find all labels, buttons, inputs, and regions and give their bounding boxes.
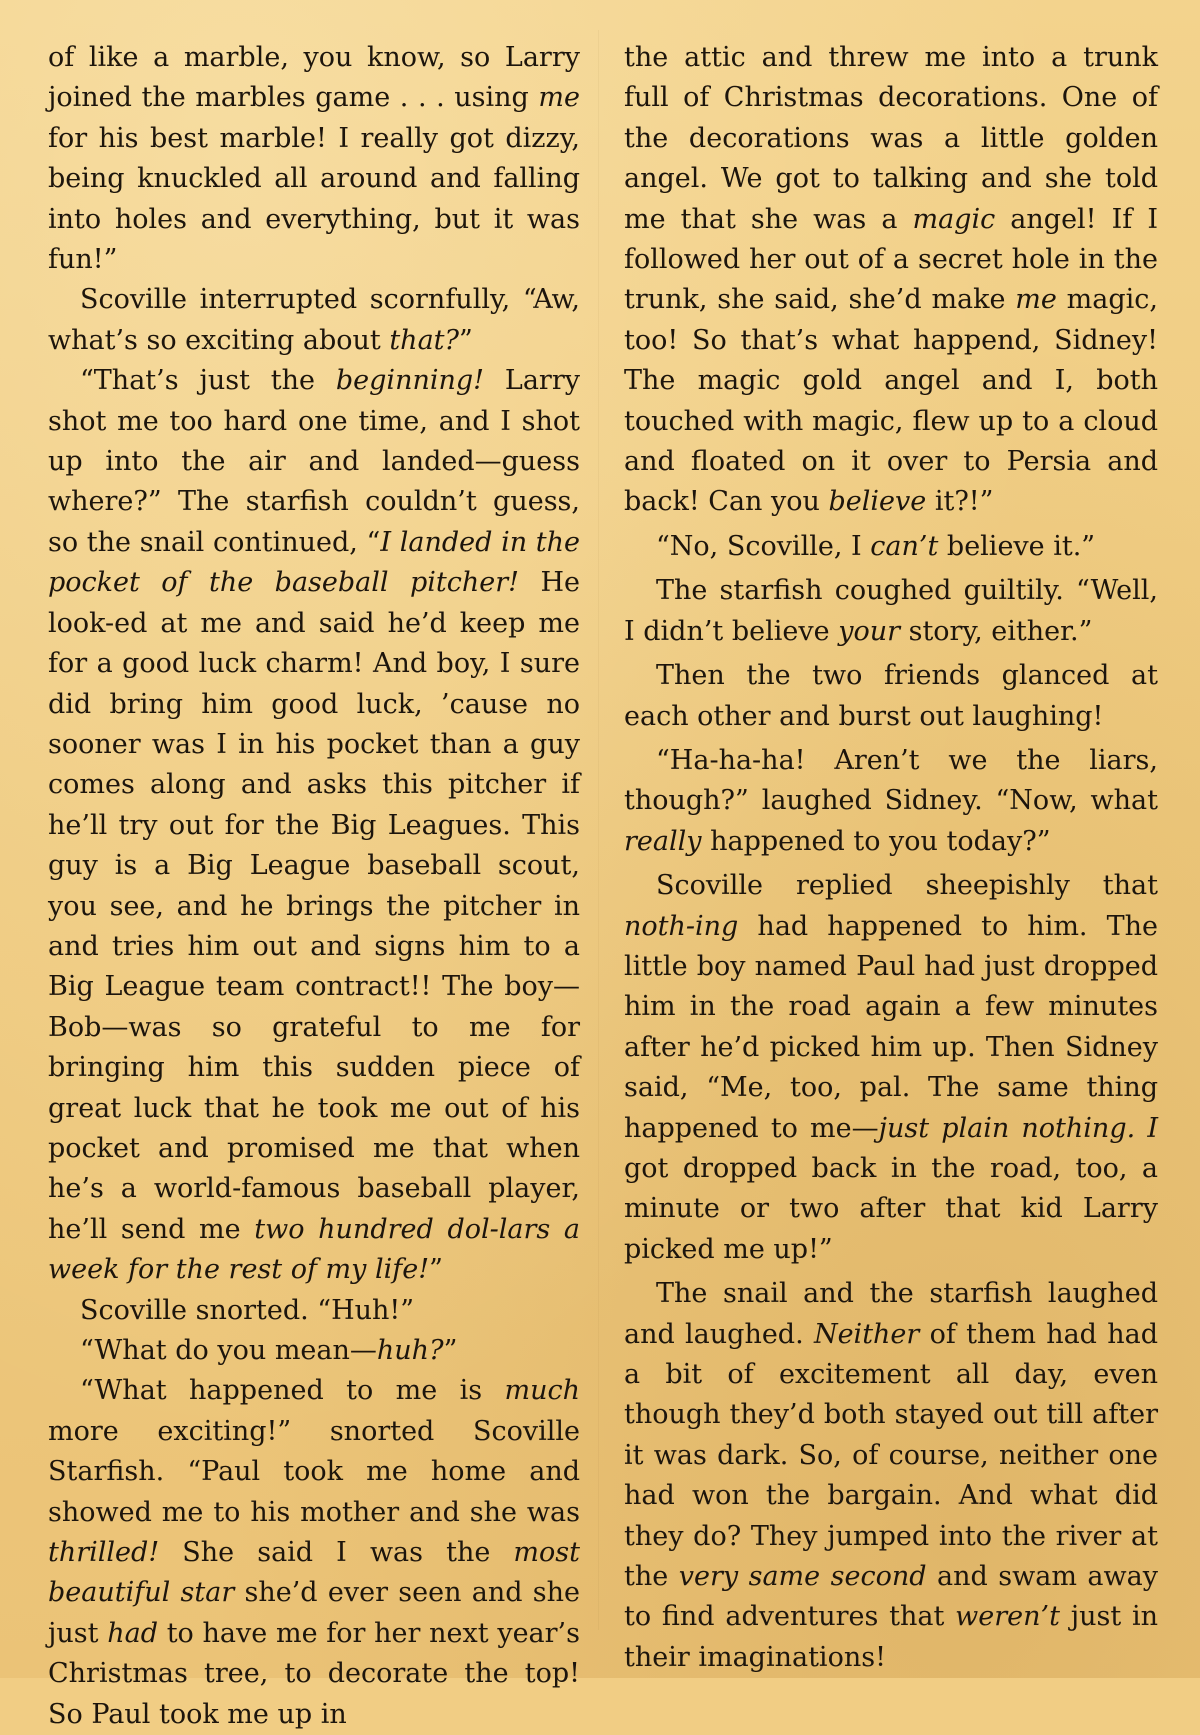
italic-text-run: believe — [828, 486, 927, 518]
text-run: angel! If I followed her out of a secret hole in the trunk, she said, she’d make — [624, 203, 1158, 316]
text-run: the attic and threw me into a trunk full of Christmas decorations. One of the decorations was a little golden angel. We got to talking and she told me that she was a — [624, 42, 1158, 235]
text-run: Scoville snorted. “Huh!” — [80, 1294, 415, 1326]
text-run: Scoville replied sheepishly that — [656, 870, 1158, 902]
text-run: “That’s just the — [80, 365, 336, 397]
text-run: believe it.” — [938, 530, 1096, 562]
text-run: Scoville interrupted scornfully, “Aw, what’s so exciting about — [48, 284, 580, 356]
paragraph — [624, 38, 1158, 523]
text-run: ” — [443, 1335, 458, 1366]
text-run: and swam away to find adventures that — [624, 1561, 1158, 1633]
paragraph — [624, 527, 1158, 567]
paragraph — [48, 1291, 580, 1331]
text-run: “Ha-ha-ha! Aren’t we the liars, though?” laughed Sidney. “Now, what — [624, 744, 1158, 817]
text-run: happened to you today?” — [701, 825, 1051, 857]
paragraph — [624, 1274, 1158, 1678]
italic-text-run: had — [107, 1617, 158, 1649]
text-run: magic, too! So that’s what happend, Sidney! The magic gold angel and I, both touched with magic, flew up to a cloud and floated on it over to Persia and back! Can you — [624, 284, 1158, 518]
text-run: The snail and the starfish laughed and laughed. — [624, 1278, 1158, 1350]
text-run: He look-ed at me and said he’d keep me for a good luck charm! And boy, I sure did bring him good luck, ’cause no sooner was I in his pocket than a guy comes along and asks this pitcher if he’ll try out for the Big Leagues. This guy is a Big League baseball scout, you see, and he brings the pitcher in and tries him out and signs him to a Big League team contract!! The boy—Bob—was so grateful to me for bringing him this sudden piece of great luck that he took me out of his pocket and promised me that when he’s a world-famous baseball player, he’ll send me — [48, 567, 581, 1245]
text-run: ” — [459, 324, 473, 356]
italic-text-run: that? — [389, 324, 459, 356]
italic-text-run: huh? — [376, 1335, 444, 1366]
italic-text-run: weren’t — [955, 1601, 1060, 1633]
italic-text-run: I landed in the pocket of the baseball pitcher! — [48, 526, 581, 599]
text-run: Larry shot me too hard one time, and I shot up into the air and landed—guess where?” The starfish couldn’t guess, so the snail continued, “ — [48, 365, 580, 558]
text-run: to have me for her next year’s Christmas tree, to decorate the top! So Paul took me up in — [48, 1617, 580, 1730]
text-run: it?!” — [926, 486, 994, 518]
text-run: ” — [429, 1254, 443, 1286]
italic-text-run: much — [504, 1375, 580, 1407]
column-gutter — [598, 30, 599, 1630]
text-run: she’d ever seen and she just — [48, 1577, 580, 1649]
italic-text-run: Neither — [813, 1318, 920, 1350]
text-run: more exciting!” snorted Scoville Starfish. “Paul took me home and showed me to his mother and she was — [48, 1415, 580, 1528]
italic-text-run: magic — [912, 203, 996, 235]
text-run: “What happened to me is — [80, 1375, 505, 1407]
italic-text-run: me — [1015, 284, 1057, 316]
text-run: “No, Scoville, I — [656, 530, 871, 562]
italic-text-run: can’t — [870, 530, 939, 562]
paragraph — [48, 1371, 580, 1735]
paragraph — [624, 571, 1158, 652]
text-run: had happened to him. The little boy named Paul had just dropped him in the road again a few minutes after he’d picked him up. Then Sidney said, “Me, too, pal. The same thing happened to me— — [624, 910, 1158, 1144]
paragraph — [48, 1331, 580, 1371]
right-column — [624, 38, 1158, 1678]
text-run: She said I was the — [159, 1537, 514, 1569]
italic-text-run: thrilled! — [48, 1537, 160, 1569]
paragraph — [624, 866, 1158, 1270]
text-run: just in their imaginations! — [624, 1601, 1158, 1673]
text-run: of them had had a bit of excitement all day, even though they’d both stayed out till after it was dark. So, of course, neither one had won the bargain. And what did they do? They jumped into the river at the — [624, 1318, 1158, 1593]
italic-text-run: very same second — [678, 1561, 927, 1593]
text-run: The starfish coughed guiltily. “Well, I didn’t believe — [624, 575, 1158, 647]
italic-text-run: most beautiful star — [48, 1537, 580, 1609]
left-column — [48, 38, 580, 1735]
text-run: for his best marble! I really got dizzy, being knuckled all around and falling into holes and everything, but it was fun!” — [48, 122, 580, 276]
paragraph — [48, 280, 580, 361]
text-run: got dropped back in the road, too, a minute or two after that kid Larry picked me up!” — [624, 1152, 1158, 1265]
italic-text-run: two hundred dol-lars a week for the rest of my life! — [48, 1213, 580, 1286]
italic-text-run: noth-ing — [624, 910, 739, 942]
text-run: story, either.” — [900, 615, 1093, 647]
italic-text-run: your — [838, 615, 900, 647]
text-run: “What do you mean— — [80, 1335, 377, 1366]
paragraph — [48, 361, 580, 1290]
paragraph — [624, 741, 1158, 862]
italic-text-run: beginning! — [335, 365, 485, 397]
italic-text-run: me — [538, 82, 580, 114]
paragraph — [624, 656, 1158, 737]
italic-text-run: really — [624, 825, 702, 857]
paragraph — [48, 38, 580, 280]
text-run: Then the two friends glanced at each other and burst out laughing! — [624, 660, 1158, 732]
text-run: of like a marble, you know, so Larry joined the marbles game . . . using — [48, 42, 580, 114]
italic-text-run: just plain nothing. I — [878, 1112, 1158, 1144]
